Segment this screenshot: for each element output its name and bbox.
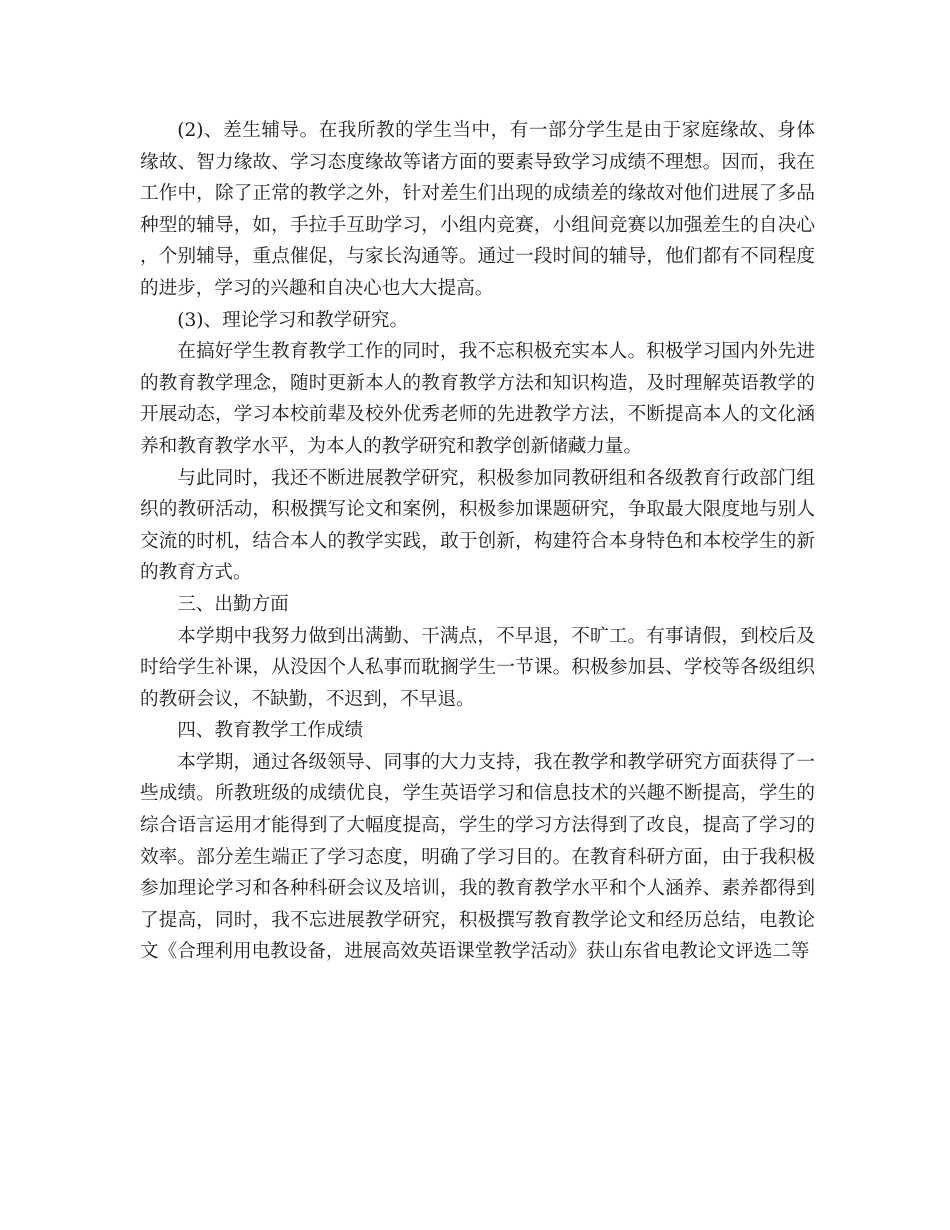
heading-attendance: 三、出勤方面 [177, 593, 289, 615]
paragraph-teaching-research: 与此同时，我还不断进展教学研究，积极参加同教研组和各级教育行政部门组织的教研活动，积极撰写论文和案例，积极参加课题研究，争取最大限度地与别人交流的时机，结合本人的教学实践，敢于创新，构建符合本身特色和本校学生的新的教育方式。 [140, 467, 815, 584]
paragraph-achievements: 本学期，通过各级领导、同事的大力支持，我在教学和教学研究方面获得了一些成绩。所教班级的成绩优良，学生英语学习和信息技术的兴趣不断提高，学生的综合语言运用才能得到了大幅度提高，学生的学习方法得到了改良，提高了学习的效率。部分差生端正了学习态度，明确了学习目的。在教育科研方面，由于我积极参加理论学习和各种科研会议及培训，我的教育教学水平和个人涵养、素养都得到了提高，同时，我不忘进展教学研究，积极撰写教育教学论文和经历总结，电教论文《合理利用电教设备，进展高效英语课堂教学活动》获山东省电教论文评选二等 [140, 751, 815, 963]
paragraph-remedial-tutoring: (2)、差生辅导。在我所教的学生当中，有一部分学生是由于家庭缘故、身体缘故、智力缘故、学习态度缘故等诸方面的要素导致学习成绩不理想。因而，我在工作中，除了正常的教学之外，针对差生们出现的成绩差的缘故对他们进展了多品种型的辅导，如，手拉手互助学习，小组内竞赛，小组间竞赛以加强差生的自决心，个别辅导，重点催促，与家长沟通等。通过一段时间的辅导，他们都有不同程度的进步，学习的兴趣和自决心也大大提高。 [140, 120, 815, 299]
heading-achievements: 四、教育教学工作成绩 [177, 720, 364, 742]
document-body [140, 115, 815, 968]
heading-theory-study: (3)、理论学习和教学研究。 [177, 309, 409, 331]
paragraph-attendance: 本学期中我努力做到出满勤、干满点，不早退，不旷工。有事请假，到校后及时给学生补课，从没因个人私事而耽搁学生一节课。积极参加县、学校等各级组织的教研会议，不缺勤，不迟到，不早退。 [140, 625, 815, 710]
paragraph-self-improvement: 在搞好学生教育教学工作的同时，我不忘积极充实本人。积极学习国内外先进的教育教学理念，随时更新本人的教育教学方法和知识构造，及时理解英语教学的开展动态，学习本校前辈及校外优秀老师的先进教学方法，不断提高本人的文化涵养和教育教学水平，为本人的教学研究和教学创新储藏力量。 [140, 341, 815, 457]
